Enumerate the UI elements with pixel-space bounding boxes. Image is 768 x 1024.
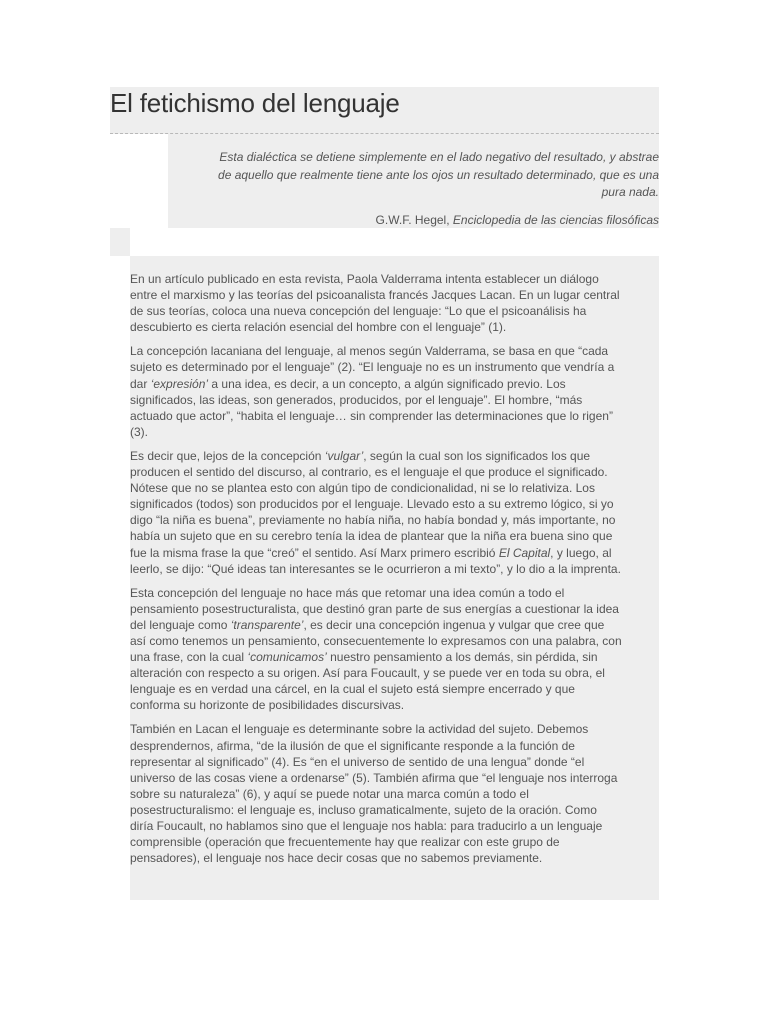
text-run: a una idea, es decir, a un concepto, a algún significado previo. Los — [208, 376, 566, 391]
text-run: fue la misma frase la que “creó” el sentido. Así Marx primero escribió — [130, 545, 499, 560]
paragraph-line — [130, 512, 658, 528]
paragraph-line — [130, 287, 658, 303]
epigraph-author: G.W.F. Hegel, — [375, 213, 453, 227]
epigraph-line: de aquello que realmente tiene ante los ojos un resultado determinado, que es una — [218, 167, 659, 182]
text-run: sobre su naturaleza” (6), y aquí se puede notar una marca común a todo el — [130, 786, 529, 801]
paragraph-line — [130, 303, 658, 319]
paragraph-line — [130, 721, 658, 737]
paragraph-line — [130, 770, 658, 786]
epigraph-line: pura nada. — [601, 185, 659, 199]
paragraph-line — [130, 545, 658, 561]
article-body — [130, 271, 658, 874]
paragraph-line — [130, 649, 658, 665]
text-run: comprensible (operación que frecuentemente hay que realizar con este grupo de — [130, 835, 560, 850]
text-run: lenguaje es en verdad una cárcel, en la cual el sujeto está siempre encerrado y que — [130, 682, 575, 697]
text-run: desprendernos, afirma, “de la ilusión de que el significante responde a la función de — [130, 738, 575, 753]
emphasis-text: ‘comunicamos’ — [247, 650, 327, 665]
epigraph-work: Enciclopedia de las ciencias filosóficas — [452, 213, 659, 227]
epigraph-side-shading — [110, 228, 130, 256]
paragraph-line — [130, 617, 658, 633]
text-run: había un sujeto que en su cerebro tenía la idea de plantear que la niña era buena sino que — [130, 529, 613, 544]
body-paragraph — [130, 271, 658, 335]
paragraph-line — [130, 448, 658, 464]
epigraph-source — [376, 212, 659, 229]
text-run: conforma su horizonte de posibilidades discursivas. — [130, 698, 405, 713]
body-paragraph — [130, 585, 658, 714]
text-run: significados, las ideas, son generados, producidos, por el lenguaje”. El hombre, “más — [130, 392, 583, 407]
text-run: producen el sentido del discurso, al contrario, es el lenguaje el que produce el significado. — [130, 465, 608, 480]
text-run: así como tenemos un pensamiento, consecuentemente lo expresamos con una palabra, con — [130, 633, 622, 648]
text-run: significados (todos) son producidos por el lenguaje. Llevado esto a su extremo lógico, si yo — [130, 497, 614, 512]
text-run: pensadores), el lenguaje nos hace decir cosas que no sabemos previamente. — [130, 851, 543, 866]
text-run: , y luego, al — [550, 545, 612, 560]
paragraph-line — [130, 392, 658, 408]
emphasis-text: ‘expresión’ — [150, 376, 209, 391]
paragraph-line — [130, 738, 658, 754]
paragraph-line — [130, 561, 658, 577]
article-title: El fetichismo del lenguaje — [110, 88, 400, 118]
epigraph-line: Esta dialéctica se detiene simplemente en el lado negativo del resultado, y abstrae — [219, 150, 659, 164]
text-run: de sus teorías, coloca una nueva concepción del lenguaje: “Lo que el psicoanálisis ha — [130, 304, 587, 319]
paragraph-line — [130, 480, 658, 496]
body-paragraph — [130, 448, 658, 577]
paragraph-line — [130, 359, 658, 375]
title-block — [110, 87, 659, 134]
paragraph-line — [130, 665, 658, 681]
text-run: (3). — [130, 424, 148, 439]
paragraph-line — [130, 786, 658, 802]
text-run: posestructuralismo: el lenguaje es, incluso gramaticalmente, sujeto de la oración. Como — [130, 802, 597, 817]
text-run: Nótese que no se plantea esto con algún tipo de condicionalidad, ni se lo relativiza. Los — [130, 481, 595, 496]
text-run: La concepción lacaniana del lenguaje, al menos según Valderrama, se basa en que “cada — [130, 344, 609, 359]
body-paragraph — [130, 721, 658, 866]
text-run: del lenguaje como — [130, 617, 231, 632]
paragraph-line — [130, 850, 658, 866]
text-run: representar al significado” (4). Es “en el universo de sentido de una lengua” donde “el — [130, 754, 585, 769]
text-run: sujeto es determinado por el lenguaje” (2). “El lenguaje no es un instrumento que vendría a — [130, 360, 615, 375]
body-paragraph — [130, 343, 658, 440]
emphasis-text: ‘vulgar’ — [324, 448, 364, 463]
paragraph-line — [130, 271, 658, 287]
paragraph-line — [130, 681, 658, 697]
text-run: descubierto es cierta relación esencial del hombre con el lenguaje” (1). — [130, 320, 507, 335]
text-run: leerlo, se dijo: “Qué ideas tan interesantes se le ocurrieron a mi texto”, y lo dio a la imprenta. — [130, 561, 621, 576]
paragraph-line — [130, 376, 658, 392]
paragraph-line — [130, 601, 658, 617]
paragraph-line — [130, 834, 658, 850]
text-run: También en Lacan el lenguaje es determinante sobre la actividad del sujeto. Debemos — [130, 722, 589, 737]
text-run: Esta concepción del lenguaje no hace más que retomar una idea común a todo el — [130, 585, 565, 600]
text-run: dar — [130, 376, 151, 391]
paragraph-line — [130, 408, 658, 424]
text-run: , según la cual son los significados los que — [363, 448, 591, 463]
paragraph-line — [130, 585, 658, 601]
paragraph-line — [130, 754, 658, 770]
text-run: alteración con respecto a su origen. Así para Foucault, y se puede ver en toda su obra, el — [130, 666, 605, 681]
text-run: En un artículo publicado en esta revista, Paola Valderrama intenta establecer un diálogo — [130, 272, 599, 286]
article-body-block — [130, 256, 659, 900]
text-run: actuado que actor”, “habita el lenguaje… sin comprender las determinaciones que lo rigen” — [130, 408, 613, 423]
emphasis-text: ‘transparente’ — [230, 617, 304, 632]
epigraph-quote — [179, 149, 659, 202]
paragraph-line — [130, 343, 658, 359]
paragraph-line — [130, 697, 658, 713]
paragraph-line — [130, 424, 658, 440]
paragraph-line — [130, 528, 658, 544]
paragraph-line — [130, 319, 658, 335]
text-run: una frase, con la cual — [130, 650, 248, 665]
paragraph-line — [130, 633, 658, 649]
paragraph-line — [130, 496, 658, 512]
text-run: pensamiento posestructuralista, que destinó gran parte de sus energías a cuestionar la idea — [130, 601, 619, 616]
text-run: universo de las cosas viene a ordenarse” (5). También afirma que “el lenguaje nos interroga — [130, 770, 618, 785]
text-run: , es decir una concepción ingenua y vulgar que cree que — [303, 617, 605, 632]
emphasis-text: El Capital — [498, 545, 551, 560]
text-run: nuestro pensamiento a los demás, sin pérdida, sin — [326, 650, 598, 665]
text-run: entre el marxismo y las teorías del psicoanalista francés Jacques Lacan. En un lugar central — [130, 288, 620, 303]
epigraph-block — [168, 134, 659, 228]
paragraph-line — [130, 818, 658, 834]
text-run: Es decir que, lejos de la concepción — [130, 448, 325, 463]
paragraph-line — [130, 464, 658, 480]
paragraph-line — [130, 802, 658, 818]
text-run: diría Foucault, no hablamos sino que el lenguaje nos habla: para traducirlo a un lenguaje — [130, 819, 603, 833]
text-run: digo “la niña es buena”, previamente no había niña, no había bondad y, más importante, no — [130, 513, 616, 528]
